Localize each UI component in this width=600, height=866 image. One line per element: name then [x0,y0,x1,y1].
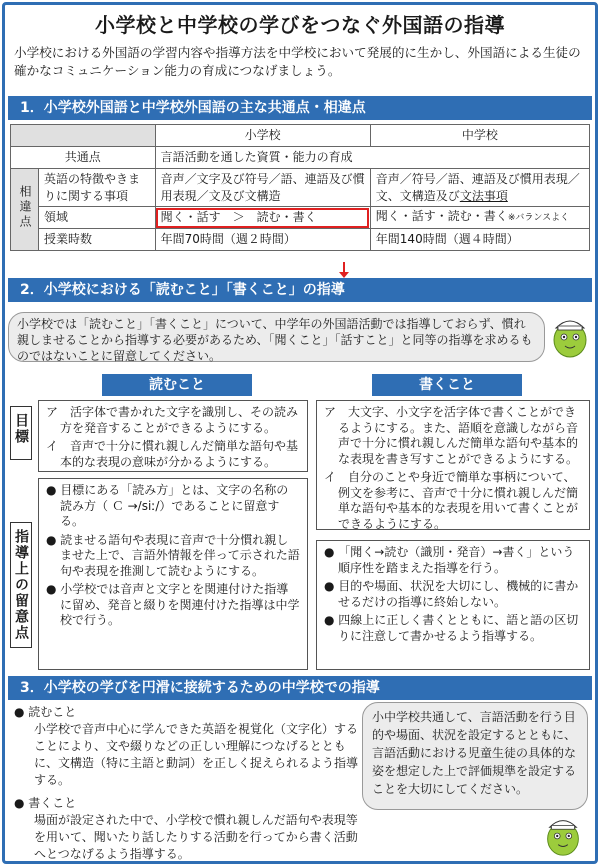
reading-note-item: ● 読ませる語句や表現に音声で十分慣れ親しませた上で、言語外情報を伴って示された語句や表現を推測して読むようにする。 [46,532,300,578]
notes-label: 指導上の留意点 [10,522,32,648]
writing-note-item: ● 四線上に正しく書くとともに、語と語の区切りに注意して書かせるよう指導する。 [324,613,579,643]
col-header-elementary: 小学校 [155,125,370,147]
table-corner [11,125,156,147]
row-junior: 年間140時間（週４時間） [370,229,589,251]
intro-text: 小学校における外国語の学習内容や指導方法を中学校において発展的に生かし、外国語による生徒の確かなコミュニケーション能力の育成につなげましょう。 [14,45,581,78]
common-value: 言語活動を通した資質・能力の育成 [155,147,589,169]
section2-heading: 2．小学校における「読むこと」「書くこと」の指導 [8,278,592,302]
write-title: ● 書くこと [14,796,77,810]
section3-speech-bubble: 小中学校共通して、言語活動を行う目的や場面、状況を設定するとともに、言語活動における児童生徒の具体的な姿を想定した上で評価規準を設定することを大切にしてください。 [362,702,588,810]
mascot-icon [548,310,592,362]
mascot-icon [540,810,586,860]
writing-note-item: ● 「聞く→読む（識別・発音）→書く」という順序性を踏まえた指導を行う。 [324,545,575,575]
writing-goal-item: ア 大文字、小文字を活字体で書くことができるようにする。また、語順を意識しながら音声で十分に慣れ親しんだ簡単な語句や基本的な表現を書き写すことができるようにする。 [324,405,579,466]
comparison-table [10,124,590,251]
row-elementary: 年間70時間（週２時間） [155,229,370,251]
row-elementary-highlighted: 聞く・話す ＞ 読む・書く [155,207,370,229]
page-title: 小学校と中学校の学びをつなぐ外国語の指導 [95,13,505,37]
row-junior: 聞く・話す・読む・書く※バランスよく [370,207,589,229]
section3-guidance [14,704,364,863]
writing-header: 書くこと [372,374,522,396]
col-header-junior: 中学校 [370,125,589,147]
read-text: 小学校で音声中心に学んできた英語を視覚化（文字化）することにより、文や綴りなどの正しい理解につなげるとともに、文構造（特に主語と動詞）を正しく捉えられるよう指導する。 [34,722,359,787]
row-label: 領域 [39,207,156,229]
goal-label: 目標 [10,406,32,460]
section1-heading: 1．小学校外国語と中学校外国語の主な共通点・相違点 [8,96,592,120]
writing-goal-item: イ 自分のことや身近で簡単な事柄について、例文を参考に、音声で十分に慣れ親しんだ簡単な語句や基本的な表現を用いて書くことができるようにする。 [324,470,579,531]
write-text: 場面が設定された中で、小学校で慣れ親しんだ語句や表現等を用いて、聞いたり話したりする活動を行ってから書く活動へとつなげるよう指導する。 [34,813,358,861]
diff-label: 相違点 [11,169,39,251]
reading-goal-item: ア 活字体で書かれた文字を識別し、その読み方を発音することができるようにする。 [46,405,299,435]
common-label: 共通点 [11,147,156,169]
reading-goal-item: イ 音声で十分に慣れ親しんだ簡単な語句や基本的な表現の意味が分かるようにする。 [46,439,299,469]
writing-goals-panel [316,400,590,530]
reading-header: 読むこと [102,374,252,396]
row-junior: 音声／符号／語、連語及び慣用表現／文、文構造及び文法事項 [370,169,589,207]
writing-note-item: ● 目的や場面、状況を大切にし、機械的に書かせるだけの指導に終始しない。 [324,579,579,609]
read-title: ● 読むこと [14,705,77,719]
reading-note-item: ● 目標にある「読み方」とは、文字の名称の読み方（ Ｃ →/siː/）であることに留意する。 [46,483,289,528]
writing-notes-panel [316,540,590,670]
reading-goals-panel [38,400,308,472]
row-elementary: 音声／文字及び符号／語、連語及び慣用表現／文及び文構造 [155,169,370,207]
section2-speech-bubble: 小学校では「読むこと」「書くこと」について、中学年の外国語活動では指導しておらず、慣れ親しませることから指導する必要があるため、「聞くこと」「話すこと」と同等の指導を求めるものではないことに留意してください。 [8,312,545,362]
row-label: 英語の特徴やきまりに関する事項 [39,169,156,207]
reading-note-item: ● 小学校では音声と文字とを関連付けた指導に留め、発音と綴りを関連付けた指導は中学校で行う。 [46,582,300,627]
section3-heading: 3．小学校の学びを円滑に接続するための中学校での指導 [8,676,592,700]
reading-notes-panel [38,478,308,670]
row-label: 授業時数 [39,229,156,251]
